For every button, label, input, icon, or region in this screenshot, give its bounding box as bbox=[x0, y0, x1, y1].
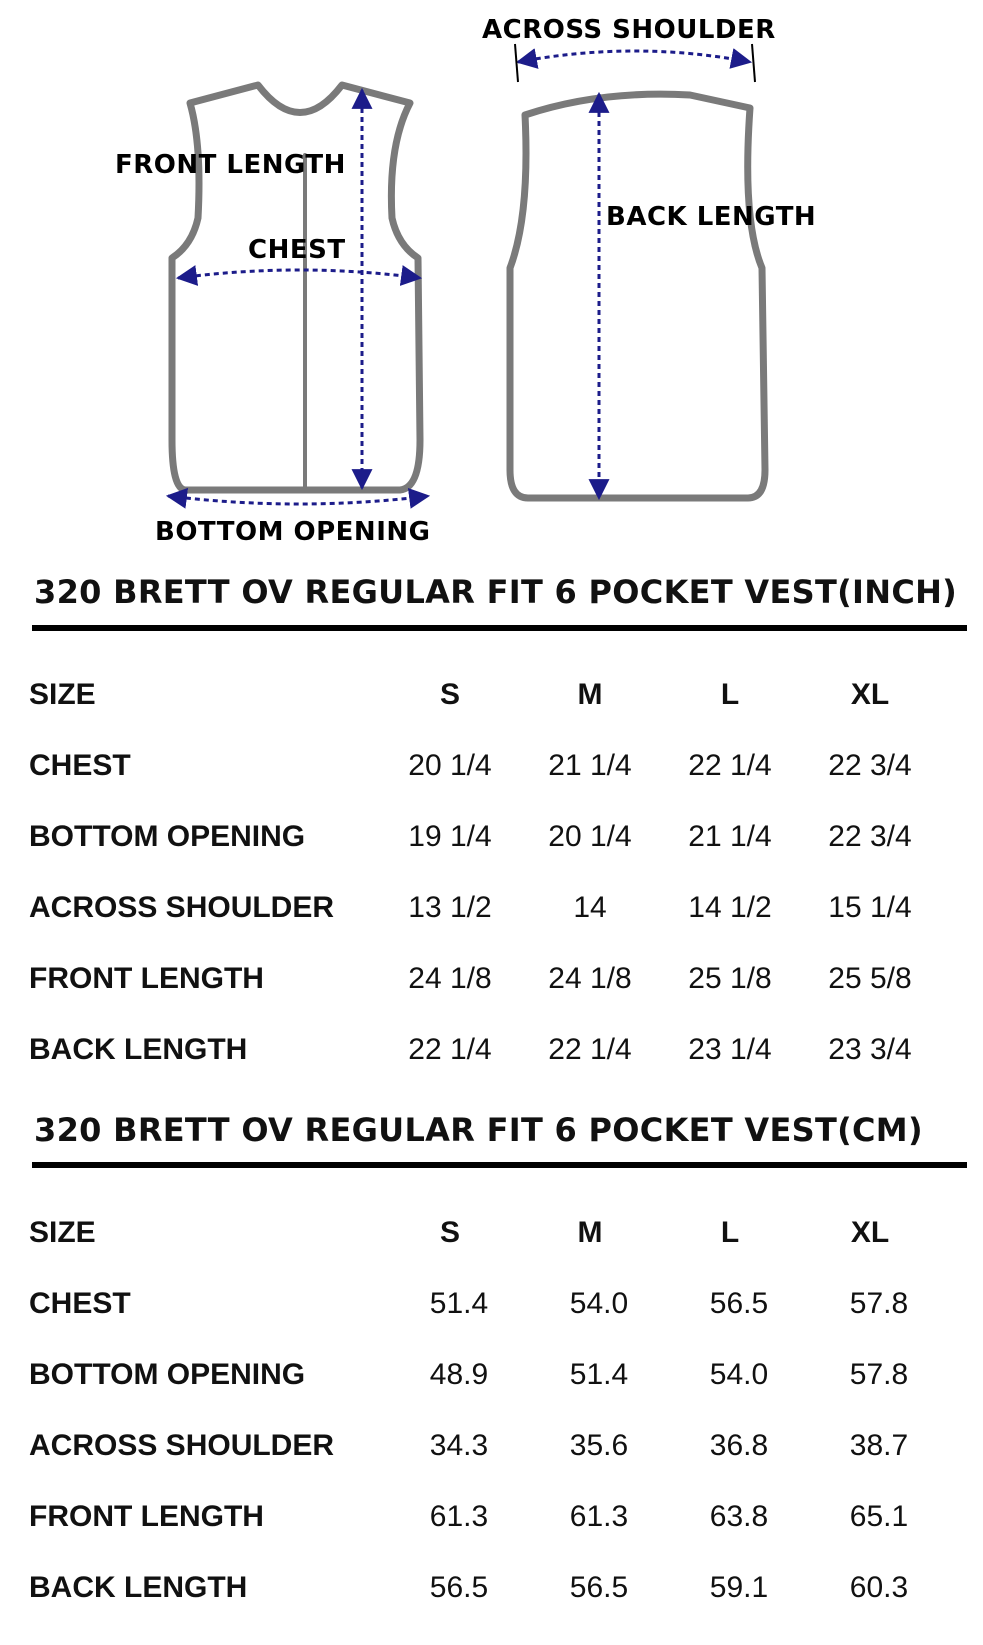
size-column-header: SIZE bbox=[29, 678, 96, 711]
table-cell: 25 1/8 bbox=[688, 962, 772, 995]
table-cell: 61.3 bbox=[429, 1500, 489, 1533]
row-label: ACROSS SHOULDER bbox=[29, 891, 335, 924]
back-length-label: BACK LENGTH bbox=[606, 202, 817, 232]
cm-table-rule bbox=[32, 1162, 967, 1168]
front-vest-outline bbox=[172, 85, 420, 490]
table-row bbox=[0, 817, 983, 857]
table-cell: 21 1/4 bbox=[548, 749, 632, 782]
table-cell: 54.0 bbox=[709, 1358, 769, 1391]
size-column-header: SIZE bbox=[29, 1216, 96, 1249]
column-header-l: L bbox=[720, 678, 740, 711]
table-cell: 56.5 bbox=[569, 1571, 629, 1604]
table-cell: 22 3/4 bbox=[828, 820, 912, 853]
table-header-row bbox=[0, 675, 983, 715]
table-row bbox=[0, 1497, 983, 1537]
table-cell: 51.4 bbox=[569, 1358, 629, 1391]
table-cell: 14 bbox=[573, 891, 607, 924]
chest-arrow bbox=[178, 270, 420, 278]
table-cell: 65.1 bbox=[849, 1500, 909, 1533]
row-label: CHEST bbox=[29, 749, 131, 782]
table-cell: 20 1/4 bbox=[408, 749, 492, 782]
table-cell: 56.5 bbox=[429, 1571, 489, 1604]
across-shoulder-tick-left bbox=[515, 44, 518, 82]
column-header-xl: XL bbox=[850, 1216, 890, 1249]
table-cell: 14 1/2 bbox=[688, 891, 772, 924]
table-cell: 20 1/4 bbox=[548, 820, 632, 853]
table-row bbox=[0, 888, 983, 928]
cm-table-title: 320 BRETT OV REGULAR FIT 6 POCKET VEST(CM) bbox=[34, 1111, 923, 1149]
table-row bbox=[0, 1426, 983, 1466]
table-row bbox=[0, 1568, 983, 1608]
table-cell: 22 1/4 bbox=[548, 1033, 632, 1066]
table-row bbox=[0, 1030, 983, 1070]
row-label: BOTTOM OPENING bbox=[29, 820, 306, 853]
table-cell: 21 1/4 bbox=[688, 820, 772, 853]
column-header-s: S bbox=[439, 1216, 460, 1249]
row-label: CHEST bbox=[29, 1287, 131, 1320]
vest-measurement-diagram bbox=[0, 0, 983, 560]
table-header-row bbox=[0, 1213, 983, 1253]
table-row bbox=[0, 1284, 983, 1324]
table-cell: 61.3 bbox=[569, 1500, 629, 1533]
table-cell: 38.7 bbox=[849, 1429, 909, 1462]
table-cell: 34.3 bbox=[429, 1429, 489, 1462]
column-header-m: M bbox=[577, 1216, 603, 1249]
back-vest-outline bbox=[510, 94, 765, 498]
across-shoulder-label: ACROSS SHOULDER bbox=[482, 15, 776, 45]
bottom-opening-arrow bbox=[168, 496, 428, 504]
row-label: BACK LENGTH bbox=[29, 1571, 248, 1604]
row-label: FRONT LENGTH bbox=[29, 1500, 264, 1533]
table-cell: 59.1 bbox=[709, 1571, 769, 1604]
table-cell: 48.9 bbox=[429, 1358, 489, 1391]
table-cell: 22 1/4 bbox=[688, 749, 772, 782]
table-cell: 57.8 bbox=[849, 1287, 909, 1320]
column-header-l: L bbox=[720, 1216, 740, 1249]
column-header-s: S bbox=[439, 678, 460, 711]
chest-label: CHEST bbox=[248, 235, 346, 265]
table-cell: 13 1/2 bbox=[408, 891, 492, 924]
row-label: FRONT LENGTH bbox=[29, 962, 264, 995]
table-row bbox=[0, 959, 983, 999]
table-cell: 56.5 bbox=[709, 1287, 769, 1320]
table-cell: 15 1/4 bbox=[828, 891, 912, 924]
row-label: ACROSS SHOULDER bbox=[29, 1429, 335, 1462]
across-shoulder-tick-right bbox=[752, 44, 755, 82]
table-cell: 23 3/4 bbox=[828, 1033, 912, 1066]
table-row bbox=[0, 1355, 983, 1395]
front-length-label: FRONT LENGTH bbox=[115, 150, 346, 180]
column-header-xl: XL bbox=[850, 678, 890, 711]
table-cell: 63.8 bbox=[709, 1500, 769, 1533]
table-cell: 35.6 bbox=[569, 1429, 629, 1462]
table-cell: 54.0 bbox=[569, 1287, 629, 1320]
table-cell: 57.8 bbox=[849, 1358, 909, 1391]
table-cell: 24 1/8 bbox=[408, 962, 492, 995]
table-cell: 24 1/8 bbox=[548, 962, 632, 995]
inch-table-rule bbox=[32, 625, 967, 631]
column-header-m: M bbox=[577, 678, 603, 711]
table-cell: 60.3 bbox=[849, 1571, 909, 1604]
table-cell: 36.8 bbox=[709, 1429, 769, 1462]
table-cell: 19 1/4 bbox=[408, 820, 492, 853]
bottom-opening-label: BOTTOM OPENING bbox=[155, 517, 431, 547]
across-shoulder-arrow bbox=[518, 51, 750, 62]
table-cell: 22 1/4 bbox=[408, 1033, 492, 1066]
table-cell: 51.4 bbox=[429, 1287, 489, 1320]
row-label: BOTTOM OPENING bbox=[29, 1358, 306, 1391]
table-row bbox=[0, 746, 983, 786]
table-cell: 25 5/8 bbox=[828, 962, 912, 995]
table-cell: 23 1/4 bbox=[688, 1033, 772, 1066]
table-cell: 22 3/4 bbox=[828, 749, 912, 782]
row-label: BACK LENGTH bbox=[29, 1033, 248, 1066]
inch-table-title: 320 BRETT OV REGULAR FIT 6 POCKET VEST(INCH) bbox=[34, 573, 958, 611]
